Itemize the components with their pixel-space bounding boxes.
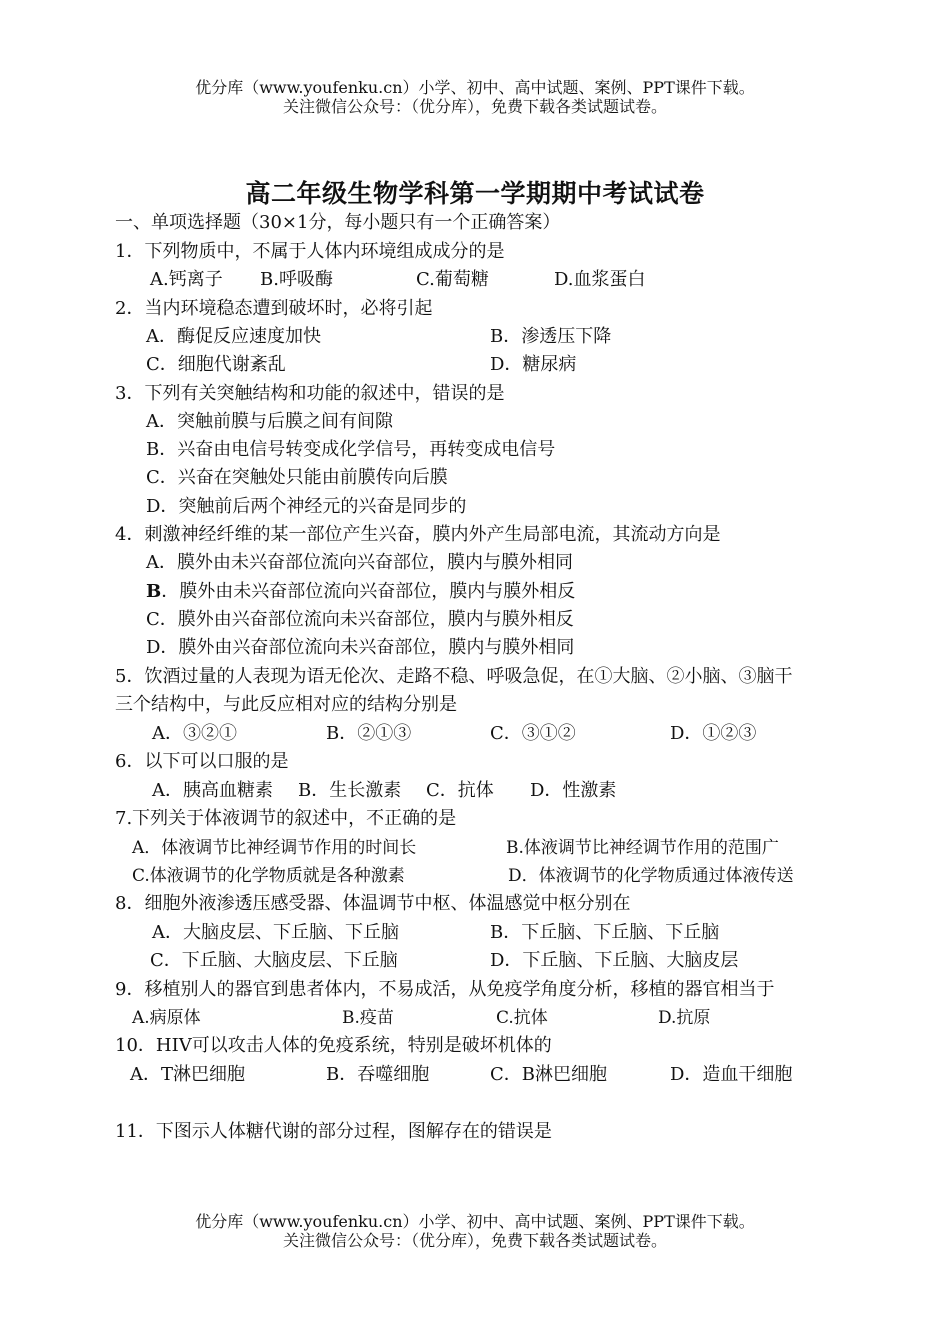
q7-option-a: A．体液调节比神经调节作用的时间长 (132, 838, 417, 858)
header-line-2: 关注微信公众号：（优分库），免费下载各类试题试卷。 (282, 97, 667, 116)
q9-option-c: C.抗体 (496, 1008, 548, 1028)
footer-line-1: 优分库（www.youfenku.cn）小学、初中、高中试题、案例、PPT课件下载。 (195, 1212, 755, 1231)
q8-option-a: A．大脑皮层、下丘脑、下丘脑 (152, 922, 399, 943)
q3-option-b: B．兴奋由电信号转变成化学信号，再转变成电信号 (146, 439, 556, 460)
q1-option-b: B.呼吸酶 (260, 269, 333, 290)
q7-option-c: C.体液调节的化学物质就是各种激素 (132, 866, 405, 886)
q11-stem: 11．下图示人体糖代谢的部分过程，图解存在的错误是 (115, 1121, 552, 1142)
q1-stem: 1．下列物质中，不属于人体内环境组成成分的是 (115, 241, 505, 262)
q2-option-a: A．酶促反应速度加快 (146, 326, 321, 347)
q2-option-d: D．糖尿病 (490, 354, 577, 375)
q2-option-c: C．细胞代谢紊乱 (146, 354, 286, 375)
q8-option-b: B．下丘脑、下丘脑、下丘脑 (490, 922, 720, 943)
q4-option-b-text: ．膜外由未兴奋部位流向兴奋部位，膜内与膜外相反 (161, 581, 576, 602)
q5-option-c: C．③①② (490, 723, 576, 744)
q3-option-c: C．兴奋在突触处只能由前膜传向后膜 (146, 467, 448, 488)
q3-option-a: A．突触前膜与后膜之间有间隙 (146, 411, 393, 432)
page-footer (0, 1212, 950, 1250)
q9-option-a: A.病原体 (132, 1008, 201, 1028)
q7-stem: 7.下列关于体液调节的叙述中，不正确的是 (115, 808, 457, 829)
q7-option-b: B.体液调节比神经调节作用的范围广 (506, 838, 779, 858)
header-line-1: 优分库（www.youfenku.cn）小学、初中、高中试题、案例、PPT课件下载。 (195, 78, 755, 97)
q6-option-a: A．胰高血糖素 (152, 780, 273, 801)
q5-option-a: A．③②① (152, 723, 237, 744)
q6-option-d: D．性激素 (530, 780, 617, 801)
q9-stem: 9．移植别人的器官到患者体内，不易成活，从免疫学角度分析，移植的器官相当于 (115, 979, 775, 1000)
q8-stem: 8．细胞外液渗透压感受器、体温调节中枢、体温感觉中枢分别在 (115, 893, 631, 914)
q3-option-d: D．突触前后两个神经元的兴奋是同步的 (146, 496, 467, 517)
q6-stem: 6．以下可以口服的是 (115, 751, 289, 772)
exam-title: 高二年级生物学科第一学期期中考试试卷 (245, 179, 705, 208)
q10-option-a: A．T淋巴细胞 (130, 1064, 246, 1085)
q10-stem: 10．HIV可以攻击人体的免疫系统，特别是破坏机体的 (115, 1035, 552, 1056)
q5-option-b: B．②①③ (326, 723, 412, 744)
q8-option-d: D．下丘脑、下丘脑、大脑皮层 (490, 950, 739, 971)
q1-option-a: A.钙离子 (150, 269, 223, 290)
q4-option-b (146, 580, 575, 604)
q9-option-b: B.疫苗 (342, 1008, 394, 1028)
q4-option-c: C．膜外由兴奋部位流向未兴奋部位，膜内与膜外相反 (146, 609, 574, 630)
q5-option-d: D．①②③ (670, 723, 757, 744)
page-header (0, 78, 950, 116)
q5-stem-line-2: 三个结构中，与此反应相对应的结构分别是 (115, 694, 457, 715)
q4-option-a: A．膜外由未兴奋部位流向兴奋部位，膜内与膜外相同 (146, 552, 573, 573)
q1-option-d: D.血浆蛋白 (554, 269, 646, 290)
q10-option-b: B．吞噬细胞 (326, 1064, 430, 1085)
q4-option-b-letter: B (146, 581, 162, 602)
q4-stem: 4．刺激神经纤维的某一部位产生兴奋，膜内外产生局部电流，其流动方向是 (115, 524, 721, 545)
q9-option-d: D.抗原 (658, 1008, 711, 1028)
q6-option-c: C．抗体 (426, 780, 494, 801)
q1-option-c: C.葡萄糖 (416, 269, 489, 290)
section-heading: 一、单项选择题（30×1分，每小题只有一个正确答案） (115, 212, 561, 233)
q6-option-b: B．生长激素 (298, 780, 402, 801)
q2-stem: 2．当内环境稳态遭到破坏时，必将引起 (115, 298, 433, 319)
q3-stem: 3．下列有关突触结构和功能的叙述中，错误的是 (115, 383, 505, 404)
footer-line-2: 关注微信公众号：（优分库），免费下载各类试题试卷。 (282, 1231, 667, 1250)
q8-option-c: C．下丘脑、大脑皮层、下丘脑 (150, 950, 398, 971)
q10-option-c: C．B淋巴细胞 (490, 1064, 607, 1085)
q2-option-b: B．渗透压下降 (490, 326, 612, 347)
q5-stem-line-1: 5．饮酒过量的人表现为语无伦次、走路不稳、呼吸急促，在①大脑、②小脑、③脑干 (115, 666, 793, 687)
q7-option-d: D．体液调节的化学物质通过体液传送 (508, 866, 794, 886)
q10-option-d: D．造血干细胞 (670, 1064, 793, 1085)
q4-option-d: D．膜外由兴奋部位流向未兴奋部位，膜内与膜外相同 (146, 637, 575, 658)
